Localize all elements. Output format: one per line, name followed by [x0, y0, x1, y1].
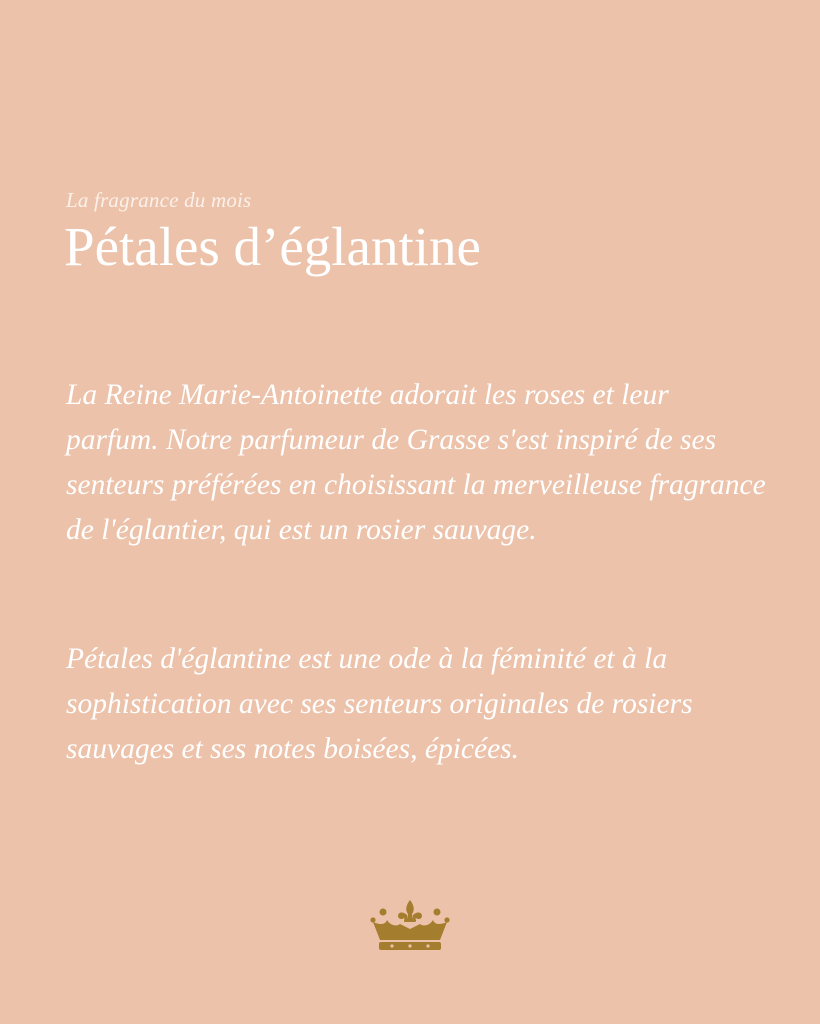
paragraph-description: Pétales d'églantine est une ode à la féminité et à la sophistication avec ses senteurs originales de rosiers sauvages et ses notes boisées, épicées. [66, 643, 693, 765]
paragraph-intro: La Reine Marie-Antoinette adorait les roses et leur parfum. Notre parfumeur de Grasse s'est inspiré de ses senteurs préférées en choisissant la merveilleuse fragrance de l'églantier, qui est un rosier sauvage. [66, 379, 766, 546]
crown-icon [370, 898, 450, 954]
page-kicker: La fragrance du mois [66, 188, 252, 212]
page-title: Pétales d’églantine [64, 216, 481, 277]
